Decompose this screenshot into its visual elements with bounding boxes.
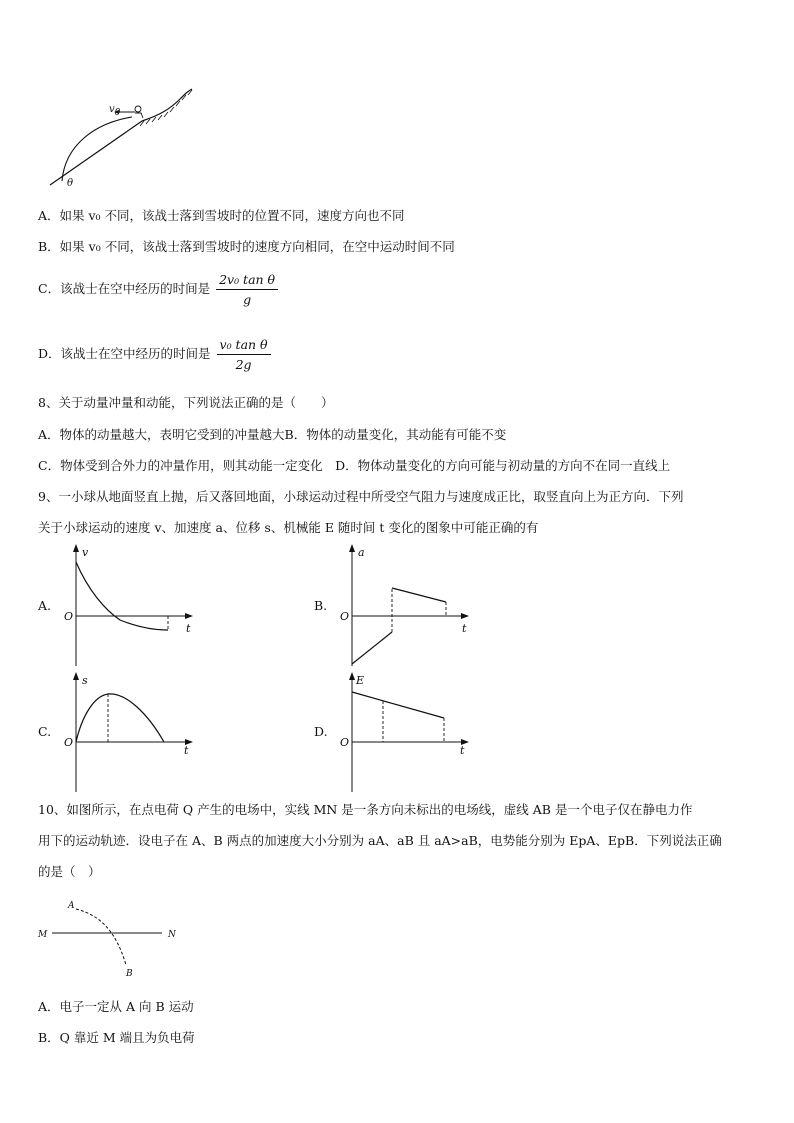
q7-option-c-fraction bbox=[216, 272, 278, 307]
graph-a-option: A. bbox=[38, 598, 52, 613]
svg-text:A: A bbox=[68, 901, 75, 911]
graph-c-option: C. bbox=[38, 724, 52, 739]
svg-text:O: O bbox=[64, 736, 74, 749]
s-curve bbox=[76, 694, 164, 742]
svg-text:O: O bbox=[340, 610, 350, 623]
q10-option-a: A．电子一定从 A 向 B 运动 bbox=[38, 999, 194, 1014]
a-segment-down bbox=[352, 632, 392, 664]
q7-option-c-text: C．该战士在空中经历的时间是 bbox=[38, 281, 211, 296]
svg-text:O: O bbox=[340, 736, 350, 749]
q9-stem-line2: 关于小球运动的速度 v、加速度 a、位移 s、机械能 E 随时间 t 变化的图象中可能正确的有 bbox=[38, 520, 539, 535]
q10-stem-line3: 的是（ ） bbox=[38, 864, 101, 879]
graph-d-Et bbox=[336, 668, 476, 794]
v0-label: $v_0$ bbox=[109, 104, 121, 118]
svg-text:t: t bbox=[186, 622, 191, 635]
q7-option-d bbox=[38, 337, 271, 372]
fraction-denominator: g bbox=[243, 292, 252, 307]
svg-text:a: a bbox=[358, 546, 365, 559]
q7-option-c bbox=[38, 272, 278, 307]
q10-stem-line2: 用下的运动轨迹．设电子在 A、B 两点的加速度大小分别为 aA、aB 且 aA>aB，电势能分别为 EpA、EpB．下列说法正确 bbox=[38, 833, 722, 848]
q10-option-b: B．Q 靠近 M 端且为负电荷 bbox=[38, 1030, 195, 1045]
svg-text:M: M bbox=[38, 930, 48, 940]
fraction-numerator: v₀ tan θ bbox=[217, 337, 271, 355]
graph-d-option: D. bbox=[314, 724, 328, 739]
svg-text:t: t bbox=[184, 744, 189, 757]
q8-stem: 8、关于动量冲量和动能，下列说法正确的是（ ） bbox=[38, 395, 334, 410]
q7-option-a: A．如果 v₀ 不同，该战士落到雪坡时的位置不同，速度方向也不同 bbox=[38, 208, 405, 223]
slope-curve bbox=[142, 89, 192, 121]
theta-label: θ bbox=[67, 178, 74, 189]
q7-option-d-fraction bbox=[217, 337, 271, 372]
slope-line bbox=[50, 121, 142, 185]
q8-options-line2: C．物体受到合外力的冲量作用，则其动能一定变化 D．物体动量变化的方向可能与初动量的方向不在同一直线上 bbox=[38, 458, 671, 473]
ab-trajectory bbox=[76, 909, 126, 965]
q8-options-line1: A．物体的动量越大，表明它受到的冲量越大B．物体的动量变化，其动能有可能不变 bbox=[38, 427, 507, 442]
fraction-numerator: 2v₀ tan θ bbox=[216, 272, 278, 290]
v-curve bbox=[76, 562, 168, 630]
q7-option-d-text: D．该战士在空中经历的时间是 bbox=[38, 346, 211, 361]
graph-b-option: B. bbox=[314, 598, 328, 613]
graph-a-vt bbox=[60, 540, 200, 670]
svg-text:B: B bbox=[126, 969, 133, 979]
fraction-denominator: 2g bbox=[235, 357, 252, 372]
field-line-figure bbox=[34, 895, 194, 985]
skier-icon bbox=[135, 106, 141, 112]
graph-c-st bbox=[60, 668, 200, 794]
svg-text:t: t bbox=[460, 744, 465, 757]
svg-text:s: s bbox=[82, 674, 88, 687]
svg-text:N: N bbox=[168, 930, 176, 940]
svg-text:v: v bbox=[82, 546, 89, 559]
graph-b-at bbox=[336, 540, 476, 670]
e-line bbox=[352, 692, 444, 718]
trajectory-arc bbox=[62, 117, 132, 181]
ski-slope-figure bbox=[40, 85, 200, 195]
q10-stem-line1: 10、如图所示，在点电荷 Q 产生的电场中，实线 MN 是一条方向未标出的电场线，虚线 AB 是一个电子仅在静电力作 bbox=[38, 802, 693, 817]
svg-text:E: E bbox=[356, 674, 365, 687]
svg-text:O: O bbox=[64, 610, 74, 623]
svg-text:t: t bbox=[462, 622, 467, 635]
a-segment-up bbox=[392, 588, 446, 602]
q7-option-b: B．如果 v₀ 不同，该战士落到雪坡时的速度方向相同，在空中运动时间不同 bbox=[38, 239, 455, 254]
q9-stem-line1: 9、一小球从地面竖直上抛，后又落回地面，小球运动过程中所受空气阻力与速度成正比，取竖直向上为正方向．下列 bbox=[38, 489, 684, 504]
